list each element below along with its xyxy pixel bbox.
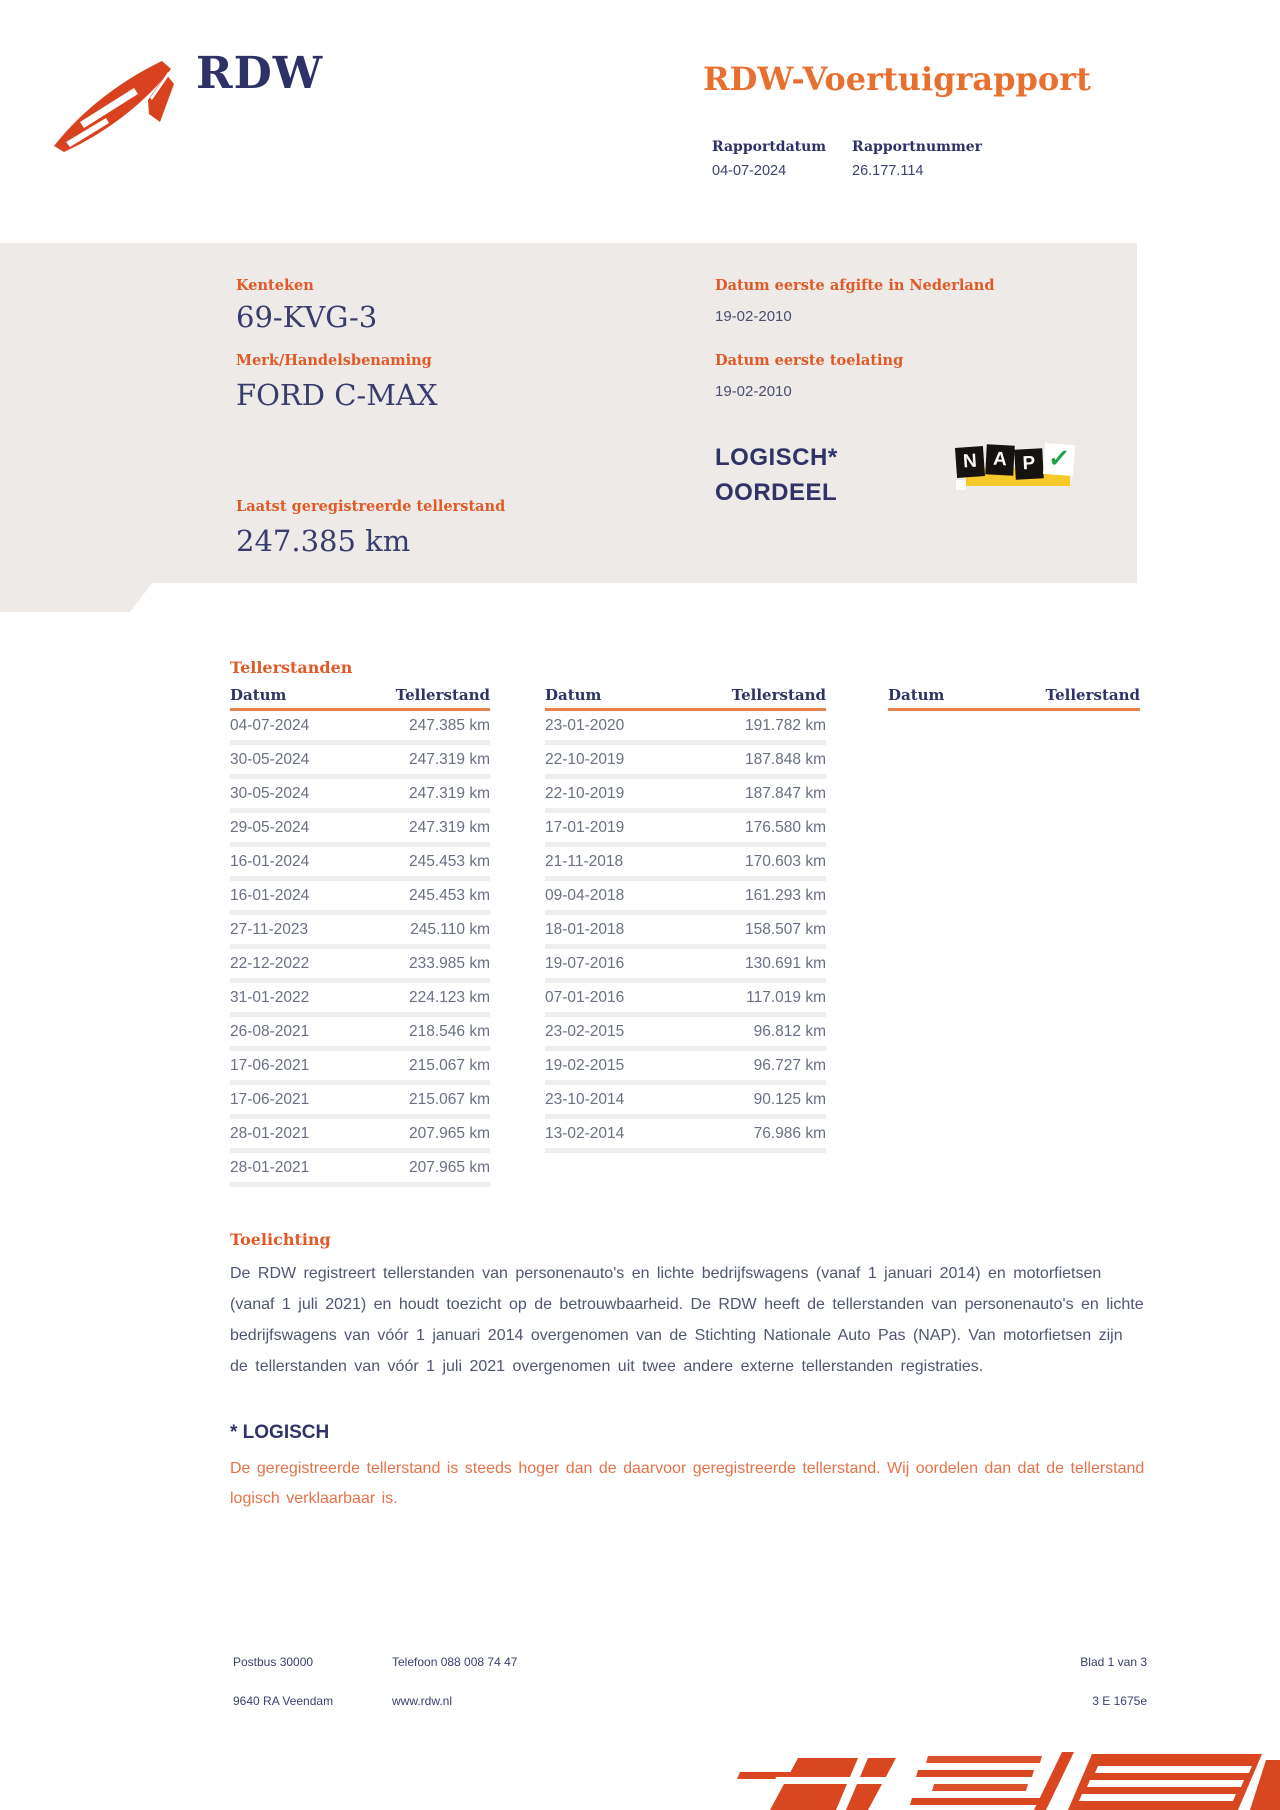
table-row <box>230 1119 490 1153</box>
tellerstand-header: Tellerstand <box>1045 686 1140 704</box>
laatste-tellerstand-label: Laatst geregistreerde tellerstand <box>236 498 506 515</box>
nap-letter-n: N <box>955 446 985 478</box>
row-date: 28-01-2021 <box>230 1124 310 1142</box>
table-row <box>545 881 826 915</box>
row-tellerstand: 117.019 km <box>746 988 826 1006</box>
row-date: 18-01-2018 <box>545 920 625 938</box>
rdw-feather-logo-icon <box>46 58 186 158</box>
rapportdatum-value: 04-07-2024 <box>712 163 787 179</box>
row-tellerstand: 245.453 km <box>409 886 490 904</box>
footer-address-line1: Postbus 30000 <box>233 1655 314 1669</box>
row-tellerstand: 245.110 km <box>410 920 490 938</box>
nap-letter-a: A <box>985 444 1015 475</box>
row-date: 23-10-2014 <box>545 1090 625 1108</box>
oordeel-line2: OORDEEL <box>715 479 838 506</box>
afgifte-value: 19-02-2010 <box>715 308 792 325</box>
table-header-row <box>888 686 1140 711</box>
table-row <box>545 779 826 813</box>
merk-label: Merk/Handelsbenaming <box>236 352 432 369</box>
table-row <box>545 1017 826 1051</box>
toelichting-heading: Toelichting <box>230 1230 331 1249</box>
row-date: 28-01-2021 <box>230 1158 310 1176</box>
row-date: 19-07-2016 <box>545 954 625 972</box>
row-tellerstand: 191.782 km <box>745 716 826 734</box>
row-tellerstand: 215.067 km <box>409 1090 490 1108</box>
tellerstanden-column-3 <box>888 686 1140 711</box>
toelating-value: 19-02-2010 <box>715 383 792 400</box>
datum-header: Datum <box>230 686 287 704</box>
row-date: 17-01-2019 <box>545 818 625 836</box>
tellerstanden-column-2 <box>545 686 826 1153</box>
row-tellerstand: 233.985 km <box>409 954 490 972</box>
row-date: 19-02-2015 <box>545 1056 625 1074</box>
row-tellerstand: 158.507 km <box>745 920 826 938</box>
footer-address-line2: 9640 RA Veendam <box>233 1694 334 1708</box>
row-tellerstand: 170.603 km <box>745 852 826 870</box>
datum-header: Datum <box>888 686 945 704</box>
table-row <box>545 1085 826 1119</box>
row-date: 22-10-2019 <box>545 784 625 802</box>
table-header-row <box>545 686 826 711</box>
row-tellerstand: 207.965 km <box>409 1124 490 1142</box>
table-header-row <box>230 686 490 711</box>
row-date: 23-01-2020 <box>545 716 625 734</box>
row-date: 17-06-2021 <box>230 1090 310 1108</box>
row-date: 22-12-2022 <box>230 954 310 972</box>
afgifte-label: Datum eerste afgifte in Nederland <box>715 277 995 294</box>
row-date: 22-10-2019 <box>545 750 625 768</box>
tellerstanden-column-1 <box>230 686 490 1187</box>
table-row <box>545 711 826 745</box>
table-row <box>545 847 826 881</box>
oordeel-line1: LOGISCH* <box>715 444 838 471</box>
table-row <box>230 1153 490 1187</box>
table-row <box>230 847 490 881</box>
row-tellerstand: 176.580 km <box>745 818 826 836</box>
row-tellerstand: 90.125 km <box>753 1090 826 1108</box>
row-tellerstand: 96.812 km <box>753 1022 826 1040</box>
row-tellerstand: 218.546 km <box>409 1022 490 1040</box>
row-tellerstand: 247.319 km <box>409 818 490 836</box>
row-tellerstand: 130.691 km <box>745 954 826 972</box>
table-row <box>230 779 490 813</box>
table-row <box>545 1119 826 1153</box>
table-row <box>230 1085 490 1119</box>
row-date: 09-04-2018 <box>545 886 625 904</box>
row-date: 30-05-2024 <box>230 784 310 802</box>
table-row <box>230 1017 490 1051</box>
row-tellerstand: 76.986 km <box>753 1124 826 1142</box>
row-date: 29-05-2024 <box>230 818 310 836</box>
toelichting-body: De RDW registreert tellerstanden van personenauto's en lichte bedrijfswagens (vanaf 1 januari 2014) en motorfietsen (vanaf 1 juli 2021) en houdt toezicht op de betrouwbaarheid. De RDW heeft de tellerstanden van personenauto's en lichte bedrijfswagens van vóór 1 januari 2014 overgenomen van de Stichting Nationale Auto Pas (NAP). Van motorfietsen zijn de tellerstanden van vóór 1 juli 2021 overgenomen uit twee andere externe tellerstanden registraties. <box>230 1265 1144 1375</box>
table-row <box>545 1051 826 1085</box>
row-date: 07-01-2016 <box>545 988 625 1006</box>
logisch-heading: * LOGISCH <box>230 1422 330 1443</box>
nap-checkmark-icon: ✓ <box>1043 443 1075 476</box>
row-tellerstand: 215.067 km <box>409 1056 490 1074</box>
footer-page-number: Blad 1 van 3 <box>1080 1655 1147 1669</box>
table-row <box>230 881 490 915</box>
table-row <box>230 1051 490 1085</box>
kenteken-value: 69-KVG-3 <box>236 300 378 334</box>
row-tellerstand: 245.453 km <box>409 852 490 870</box>
row-tellerstand: 247.385 km <box>409 716 490 734</box>
rapportnummer-value: 26.177.114 <box>852 163 924 179</box>
merk-value: FORD C-MAX <box>236 378 438 412</box>
row-tellerstand: 96.727 km <box>753 1056 826 1074</box>
table-row <box>230 915 490 949</box>
nap-letter-p: P <box>1014 448 1044 479</box>
tellerstanden-heading: Tellerstanden <box>230 658 353 677</box>
toelating-label: Datum eerste toelating <box>715 352 904 369</box>
table-row <box>545 983 826 1017</box>
table-row <box>230 949 490 983</box>
row-date: 16-01-2024 <box>230 852 310 870</box>
laatste-tellerstand-value: 247.385 km <box>236 524 411 558</box>
nap-white-notch <box>956 480 966 490</box>
row-tellerstand: 207.965 km <box>409 1158 490 1176</box>
row-tellerstand: 224.123 km <box>409 988 490 1006</box>
nap-logo <box>956 442 1078 494</box>
logisch-body: De geregistreerde tellerstand is steeds hoger dan de daarvoor geregistreerde tellerstand. Wij oordelen dan dat de tellerstand logisch verklaarbaar is. <box>230 1460 1145 1507</box>
page-title: RDW-Voertuigrapport <box>703 60 1091 98</box>
footer-phone: Telefoon 088 008 74 47 <box>392 1655 518 1669</box>
table-row <box>545 745 826 779</box>
row-date: 26-08-2021 <box>230 1022 310 1040</box>
kenteken-label: Kenteken <box>236 277 314 294</box>
row-date: 16-01-2024 <box>230 886 310 904</box>
row-date: 23-02-2015 <box>545 1022 625 1040</box>
row-tellerstand: 247.319 km <box>409 750 490 768</box>
tellerstand-header: Tellerstand <box>731 686 826 704</box>
row-date: 21-11-2018 <box>545 852 624 870</box>
brand-wordmark: RDW <box>196 48 324 99</box>
row-date: 13-02-2014 <box>545 1124 625 1142</box>
row-tellerstand: 247.319 km <box>409 784 490 802</box>
table-row <box>545 915 826 949</box>
footer-website: www.rdw.nl <box>392 1694 453 1708</box>
table-row <box>545 813 826 847</box>
table-row <box>230 813 490 847</box>
row-date: 04-07-2024 <box>230 716 310 734</box>
table-row <box>230 711 490 745</box>
tellerstand-header: Tellerstand <box>395 686 490 704</box>
row-date: 30-05-2024 <box>230 750 310 768</box>
datum-header: Datum <box>545 686 602 704</box>
row-tellerstand: 187.847 km <box>745 784 826 802</box>
table-row <box>230 745 490 779</box>
table-row <box>545 949 826 983</box>
footer-form-code: 3 E 1675e <box>1092 1694 1147 1708</box>
row-date: 17-06-2021 <box>230 1056 310 1074</box>
row-tellerstand: 187.848 km <box>745 750 826 768</box>
row-date: 31-01-2022 <box>230 988 310 1006</box>
rapportnummer-label: Rapportnummer <box>852 139 983 155</box>
vehicle-summary-panel <box>0 243 1137 612</box>
rdw-speed-stripes-graphic <box>690 1752 1280 1810</box>
table-row <box>230 983 490 1017</box>
rapportdatum-label: Rapportdatum <box>712 139 827 155</box>
row-tellerstand: 161.293 km <box>745 886 826 904</box>
row-date: 27-11-2023 <box>230 920 309 938</box>
